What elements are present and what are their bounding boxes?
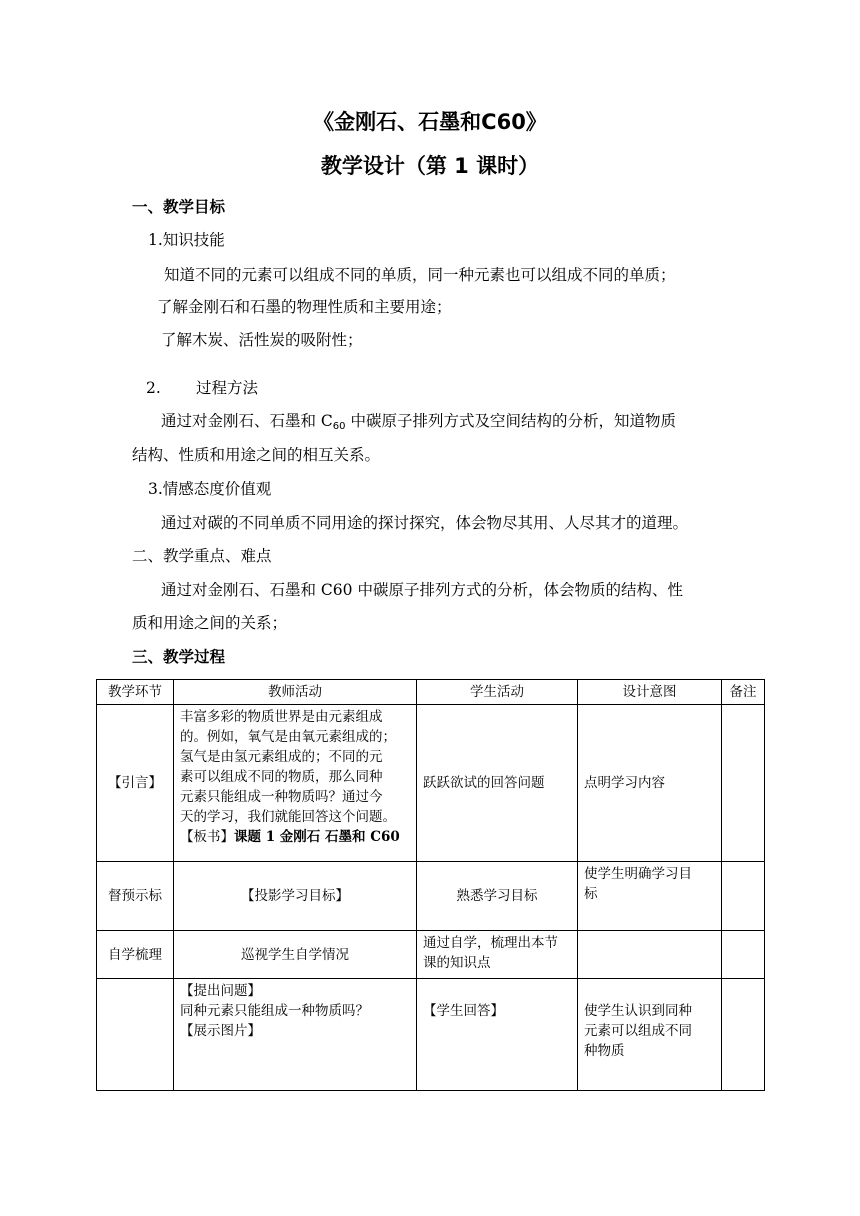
keypoints-line-2: 质和用途之间的关系； [132, 614, 288, 632]
table-row [97, 931, 765, 979]
cell-intent [578, 931, 722, 979]
cell-teacher: 巡视学生自学情况 [174, 931, 417, 979]
header-note: 备注 [722, 680, 765, 705]
cell-note [722, 979, 765, 1091]
attitude-line: 通过对碳的不同单质不同用途的探讨探究，体会物尽其用、人尽其才的道理。 [161, 514, 689, 532]
process-line-1: 通过对金刚石、石墨和 $C_{60}$ 中碳原子排列方式及空间结构的分析，知道物质 [161, 412, 676, 432]
item-process-label: 过程方法 [196, 379, 259, 397]
cell-line: 天的学习，我们就能回答这个问题。 [180, 809, 396, 825]
board-text: 课题 1 金刚石 石墨和 C60 [234, 829, 400, 845]
cell-line: 素可以组成不同的物质，那么同种 [180, 769, 383, 785]
cell-intent [578, 979, 722, 1091]
board-note [180, 827, 410, 847]
cell-line: 通过自学，梳理出本节 [423, 935, 558, 951]
document-title: 《金刚石、石墨和C60》 [313, 110, 547, 134]
keypoints-line-1: 通过对金刚石、石墨和 C60 中碳原子排列方式的分析，体会物质的结构、性 [161, 581, 683, 599]
cell-line: 【提出问题】 [180, 983, 261, 999]
cell-line: 种物质 [584, 1043, 625, 1059]
cell-intent: 点明学习内容 [578, 705, 722, 862]
cell-line: 的。例如，氧气是由氧元素组成的； [180, 729, 396, 745]
table-row [97, 979, 765, 1091]
section-heading-keypoints: 二、教学重点、难点 [132, 547, 272, 565]
item-knowledge-label: 1.知识技能 [148, 231, 225, 249]
cell-stage [97, 979, 174, 1091]
header-student: 学生活动 [417, 680, 578, 705]
cell-stage: 督预示标 [97, 862, 174, 931]
document-subtitle: 教学设计（第 1 课时） [320, 154, 540, 178]
section-heading-process: 三、教学过程 [132, 648, 226, 666]
cell-line: 同种元素只能组成一种物质吗？ [180, 1003, 369, 1019]
teaching-process-table [96, 679, 765, 1091]
cell-note [722, 931, 765, 979]
cell-line: 氢气是由氢元素组成的；不同的元 [180, 749, 383, 765]
cell-line: 元素只能组成一种物质吗？通过今 [180, 789, 383, 805]
header-stage: 教学环节 [97, 680, 174, 705]
knowledge-line: 知道不同的元素可以组成不同的单质，同一种元素也可以组成不同的单质； [164, 266, 676, 284]
cell-teacher: 【投影学习目标】 [174, 862, 417, 931]
section-heading-objectives: 一、教学目标 [132, 198, 226, 216]
cell-stage: 【引言】 [97, 705, 174, 862]
process-line-2: 结构、性质和用途之间的相互关系。 [132, 446, 381, 464]
cell-teacher [174, 705, 417, 862]
cell-line: 标 [584, 886, 598, 902]
cell-line: 元素可以组成不同 [584, 1023, 692, 1039]
cell-student [417, 931, 578, 979]
cell-student: 跃跃欲试的回答问题 [417, 705, 578, 862]
cell-line: 【展示图片】 [180, 1023, 261, 1039]
knowledge-line: 了解金刚石和石墨的物理性质和主要用途； [157, 298, 452, 316]
cell-student: 熟悉学习目标 [417, 862, 578, 931]
table-row [97, 862, 765, 931]
board-label: 【板书】 [180, 829, 234, 845]
cell-teacher [174, 979, 417, 1091]
cell-line: 使学生认识到同种 [584, 1003, 692, 1019]
header-intent: 设计意图 [578, 680, 722, 705]
item-process-number: 2. [146, 379, 161, 397]
cell-intent [578, 862, 722, 931]
table-row [97, 705, 765, 862]
cell-note [722, 862, 765, 931]
cell-note [722, 705, 765, 862]
cell-student: 【学生回答】 [417, 979, 578, 1091]
knowledge-line: 了解木炭、活性炭的吸附性； [161, 331, 363, 349]
cell-stage: 自学梳理 [97, 931, 174, 979]
cell-line: 课的知识点 [423, 955, 491, 971]
cell-line: 使学生明确学习目 [584, 866, 692, 882]
item-attitude-label: 3.情感态度价值观 [148, 480, 272, 498]
header-teacher: 教师活动 [174, 680, 417, 705]
cell-line: 丰富多彩的物质世界是由元素组成 [180, 709, 383, 725]
table-header-row [97, 680, 765, 705]
